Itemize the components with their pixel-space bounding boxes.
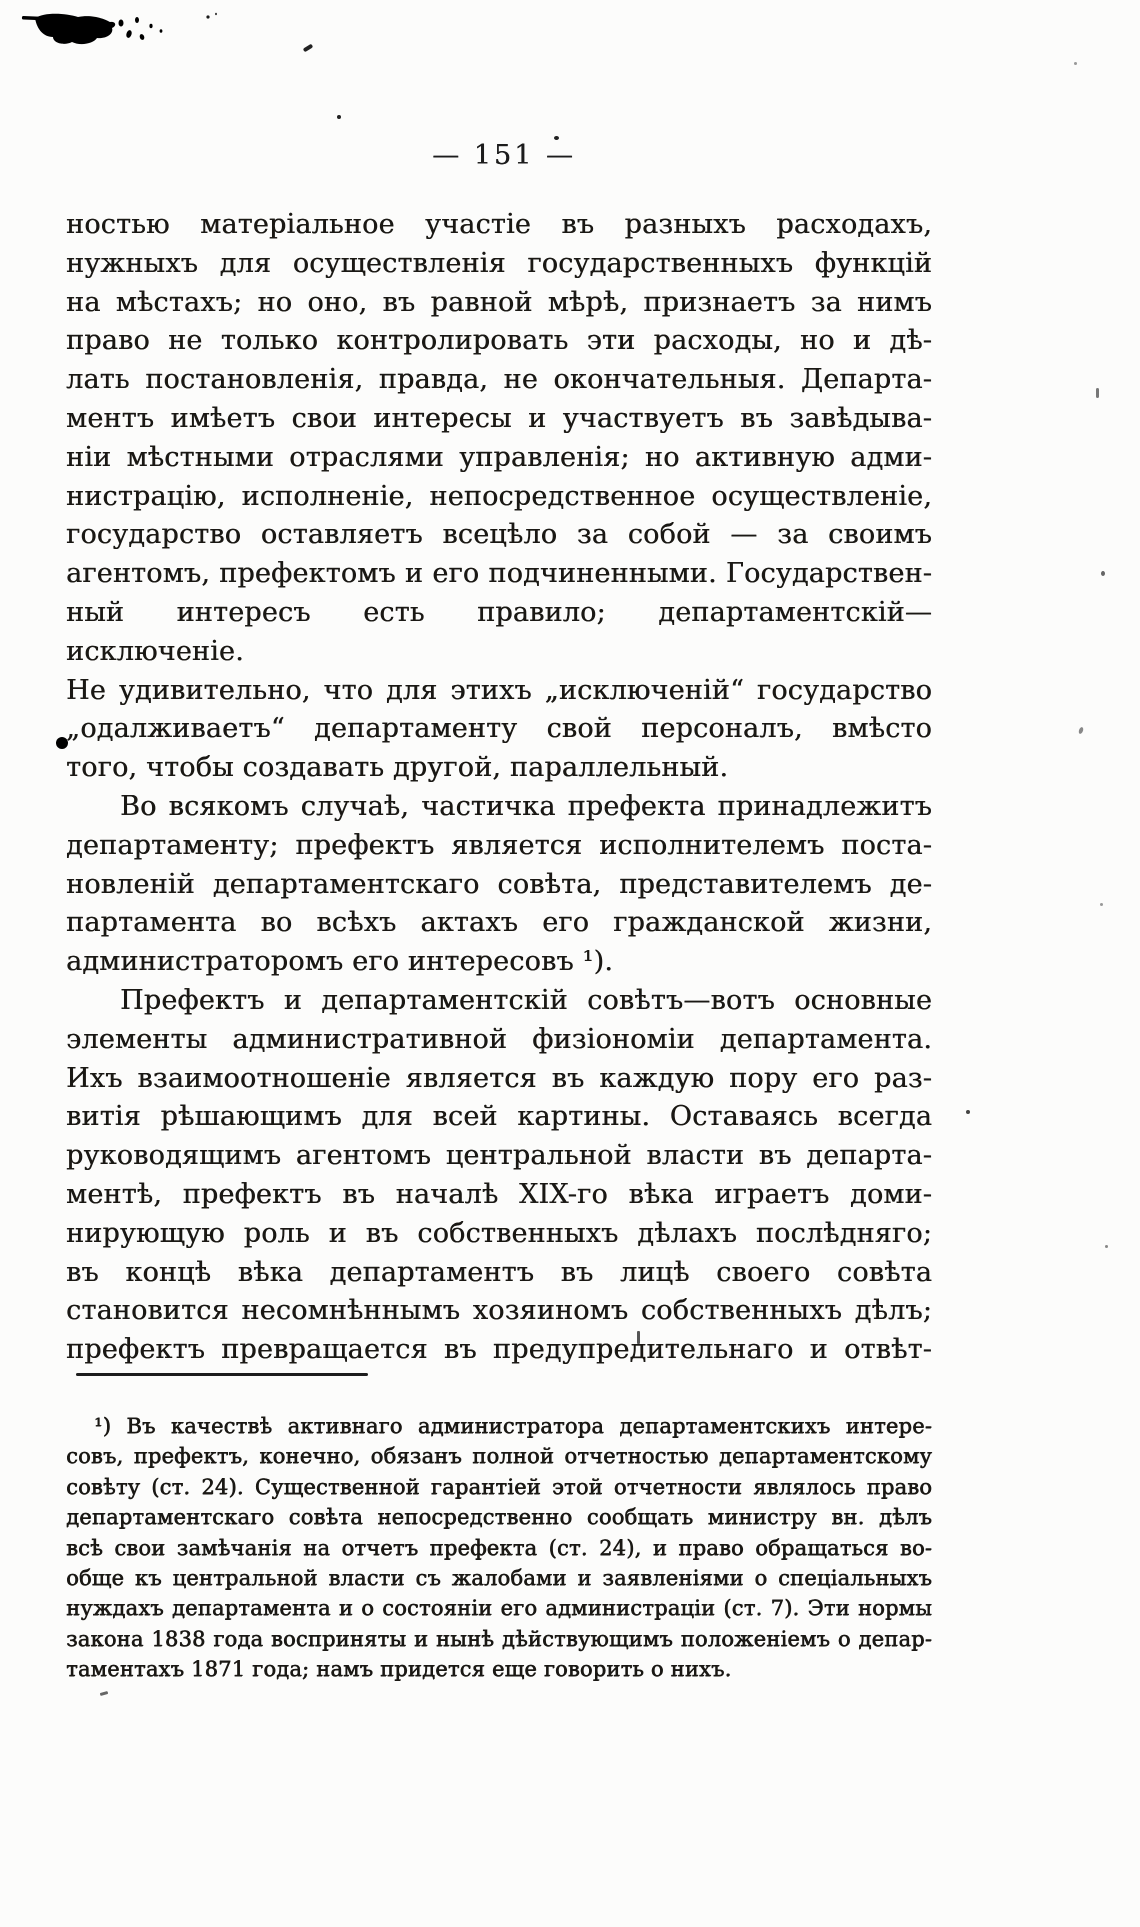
text-line: совѣту (ст. 24). Существенной гарантіей этой отчетности являлось право bbox=[66, 1474, 932, 1499]
body-text bbox=[66, 206, 932, 1370]
text-line: государство оставляетъ всецѣло за собой — за своимъ bbox=[66, 519, 932, 551]
text-line: департаменту; префектъ является исполнителемъ поста- bbox=[66, 829, 932, 861]
scan-speck bbox=[1074, 62, 1077, 65]
text-line: Ихъ взаимоотношеніе является въ каждую пору его раз- bbox=[66, 1062, 932, 1094]
scan-speck bbox=[1105, 1245, 1108, 1248]
footnote-text bbox=[66, 1411, 932, 1685]
text-line: всѣ свои замѣчанія на отчетъ префекта (ст. 24), и право обращаться во- bbox=[66, 1535, 932, 1560]
text-line: Не удивительно, что для этихъ „исключеній“ государство bbox=[66, 674, 932, 706]
text-line: ный интересъ есть правило; департаментскій—исключеніе. bbox=[66, 596, 932, 667]
text-line: Во всякомъ случаѣ, частичка префекта принадлежитъ bbox=[120, 790, 932, 822]
text-line: партамента во всѣхъ актахъ его гражданской жизни, bbox=[66, 907, 932, 939]
text-line: нужныхъ для осуществленія государственныхъ функцій bbox=[66, 247, 932, 279]
text-line: департаментскаго совѣта непосредственно сообщать министру вн. дѣлъ bbox=[66, 1505, 932, 1530]
text-line: руководящимъ агентомъ центральной власти въ департа- bbox=[66, 1140, 932, 1172]
text-line: Префектъ и департаментскій совѣтъ—вотъ основные bbox=[120, 984, 932, 1016]
text-line: таментахъ 1871 года; намъ придется еще говорить о нихъ. bbox=[66, 1657, 732, 1682]
text-line: нуждахъ департамента и о состояніи его администраціи (ст. 7). Эти нормы bbox=[66, 1596, 932, 1621]
text-line: ¹) Въ качествѣ активнаго администратора департаментскихъ интере- bbox=[94, 1414, 932, 1438]
text-line: лать постановленія, правда, не окончательныя. Департа- bbox=[66, 364, 932, 396]
text-line: того, чтобы создавать другой, параллельный. bbox=[66, 752, 729, 784]
scan-speck bbox=[1100, 903, 1103, 906]
text-line: становится несомнѣннымъ хозяиномъ собственныхъ дѣлъ; bbox=[66, 1295, 932, 1327]
page-number: — 151 — bbox=[432, 140, 576, 171]
ink-blot-artifact bbox=[20, 8, 240, 56]
text-line: обще къ центральной власти съ жалобами и заявленіями о спеціальныхъ bbox=[66, 1566, 932, 1591]
scan-speck bbox=[337, 115, 341, 119]
text-line: право не только контролировать эти расходы, но и дѣ- bbox=[66, 325, 932, 357]
text-line: агентомъ, префектомъ и его подчиненными. Государствен- bbox=[66, 558, 932, 590]
footnote-rule bbox=[76, 1373, 368, 1376]
text-line: совъ, префектъ, конечно, обязанъ полной отчетностью департаментскому bbox=[66, 1444, 932, 1469]
text-line: закона 1838 года восприняты и нынѣ дѣйствующимъ положеніемъ о депар- bbox=[66, 1626, 932, 1651]
text-line: элементы административной физіономіи департамента. bbox=[66, 1023, 932, 1055]
text-line: ніи мѣстными отраслями управленія; но активную адми- bbox=[66, 441, 932, 473]
text-line: „одалживаетъ“ департаменту свой персоналъ, вмѣсто bbox=[66, 713, 932, 745]
scan-speck bbox=[966, 1110, 970, 1114]
scan-speck bbox=[1078, 727, 1084, 735]
text-line: нистрацію, исполненіе, непосредственное осуществленіе, bbox=[66, 480, 932, 512]
text-line: ментъ имѣетъ свои интересы и участвуетъ въ завѣдыва- bbox=[66, 402, 932, 434]
scan-speck bbox=[1101, 571, 1105, 576]
text-line: ментѣ, префектъ въ началѣ XIX-го вѣка играетъ доми- bbox=[66, 1178, 932, 1210]
text-line: префектъ превращается въ предупредительнаго и отвѣт- bbox=[66, 1334, 932, 1366]
text-line: на мѣстахъ; но оно, въ равной мѣрѣ, признаетъ за нимъ bbox=[66, 286, 932, 318]
scan-speck bbox=[1096, 388, 1099, 398]
text-line: ностью матеріальное участіе въ разныхъ расходахъ, bbox=[66, 209, 932, 240]
text-line: витія рѣшающимъ для всей картины. Оставаясь всегда bbox=[66, 1101, 932, 1133]
text-line: администраторомъ его интересовъ ¹). bbox=[66, 946, 614, 978]
text-line: новленій департаментскаго совѣта, представителемъ де- bbox=[66, 868, 932, 900]
scan-speck bbox=[100, 1691, 109, 1696]
text-line: нирующую роль и въ собственныхъ дѣлахъ послѣдняго; bbox=[66, 1217, 932, 1249]
text-line: въ концѣ вѣка департаментъ въ лицѣ своего совѣта bbox=[66, 1256, 932, 1288]
scan-speck bbox=[303, 44, 314, 53]
